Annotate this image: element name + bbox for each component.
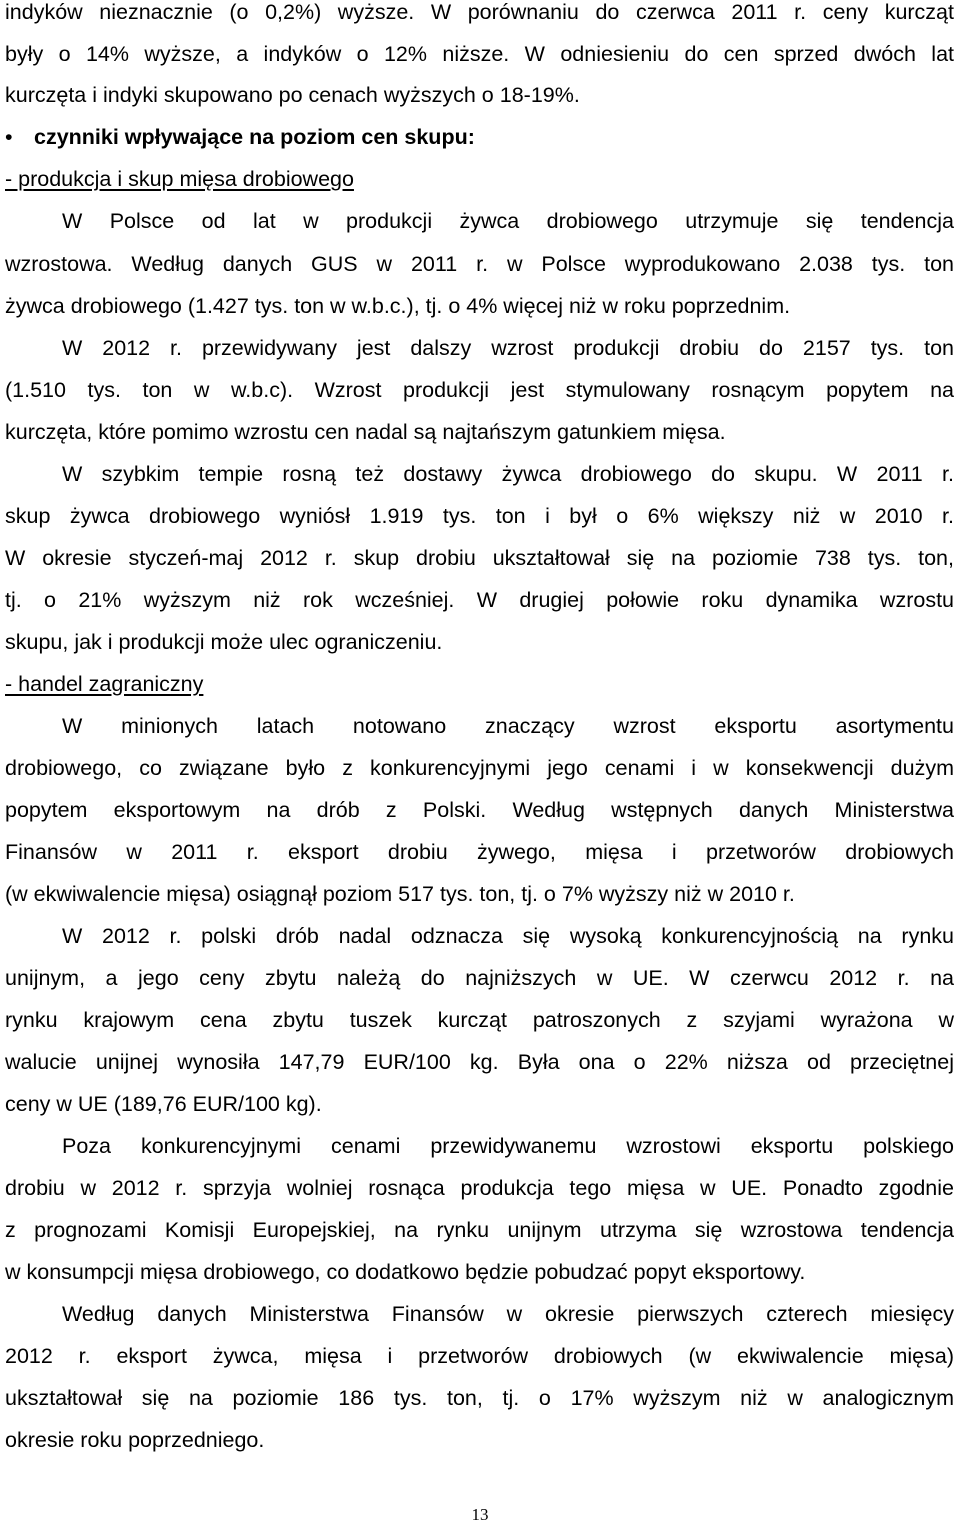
- production-line-6: kurczęta, które pomimo wzrostu cen nadal są najtańszym gatunkiem mięsa.: [5, 420, 726, 444]
- trade-line-1: W minionych latach notowano znaczący wzrost eksportu asortymentu: [62, 714, 954, 738]
- trade-line-2: drobiowego, co związane było z konkurencyjnymi jego cenami i w konsekwencji dużym: [5, 756, 954, 780]
- trade-line-12: drobiu w 2012 r. sprzyja wolniej rosnąca produkcja tego mięsa w UE. Ponadto zgodnie: [5, 1176, 954, 1200]
- trade-line-17: ukształtował się na poziomie 186 tys. ton, tj. o 17% wyższym niż w analogicznym: [5, 1386, 954, 1410]
- section-heading-trade: - handel zagraniczny: [5, 672, 204, 696]
- intro-line-1: indyków nieznacznie (o 0,2%) wyższe. W porównaniu do czerwca 2011 r. ceny kurcząt: [5, 0, 954, 24]
- trade-line-16: 2012 r. eksport żywca, mięsa i przetworów drobiowych (w ekwiwalencie mięsa): [5, 1344, 954, 1368]
- production-line-1: W Polsce od lat w produkcji żywca drobiowego utrzymuje się tendencja: [62, 209, 954, 233]
- production-line-11: skupu, jak i produkcji może ulec ograniczeniu.: [5, 630, 443, 654]
- trade-line-11: Poza konkurencyjnymi cenami przewidywanemu wzrostowi eksportu polskiego: [62, 1134, 954, 1158]
- trade-line-15: Według danych Ministerstwa Finansów w okresie pierwszych czterech miesięcy: [62, 1302, 954, 1326]
- trade-line-6: W 2012 r. polski drób nadal odznacza się wysoką konkurencyjnością na rynku: [62, 924, 954, 948]
- trade-line-10: ceny w UE (189,76 EUR/100 kg).: [5, 1092, 322, 1116]
- trade-line-4: Finansów w 2011 r. eksport drobiu żywego, mięsa i przetworów drobiowych: [5, 840, 954, 864]
- trade-line-13: z prognozami Komisji Europejskiej, na rynku unijnym utrzyma się wzrostowa tendencja: [5, 1218, 954, 1242]
- bullet-heading: czynniki wpływające na poziom cen skupu:: [34, 125, 475, 149]
- bullet-icon: •: [5, 125, 13, 149]
- production-line-2: wzrostowa. Według danych GUS w 2011 r. w Polsce wyprodukowano 2.038 tys. ton: [5, 252, 954, 276]
- production-line-3: żywca drobiowego (1.427 tys. ton w w.b.c.), tj. o 4% więcej niż w roku poprzednim.: [5, 294, 791, 318]
- production-line-5: (1.510 tys. ton w w.b.c). Wzrost produkcji jest stymulowany rosnącym popytem na: [5, 378, 954, 402]
- trade-line-7: unijnym, a jego ceny zbytu należą do najniższych w UE. W czerwcu 2012 r. na: [5, 966, 954, 990]
- production-line-8: skup żywca drobiowego wyniósł 1.919 tys. ton i był o 6% większy niż w 2010 r.: [5, 504, 954, 528]
- production-line-9: W okresie styczeń-maj 2012 r. skup drobiu ukształtował się na poziomie 738 tys. ton,: [5, 546, 954, 570]
- trade-line-14: w konsumpcji mięsa drobiowego, co dodatkowo będzie pobudzać popyt eksportowy.: [5, 1260, 806, 1284]
- production-line-4: W 2012 r. przewidywany jest dalszy wzrost produkcji drobiu do 2157 tys. ton: [62, 336, 954, 360]
- trade-line-18: okresie roku poprzedniego.: [5, 1428, 265, 1452]
- trade-line-5: (w ekwiwalencie mięsa) osiągnął poziom 517 tys. ton, tj. o 7% wyższy niż w 2010 r.: [5, 882, 795, 906]
- trade-line-3: popytem eksportowym na drób z Polski. Według wstępnych danych Ministerstwa: [5, 798, 954, 822]
- production-line-7: W szybkim tempie rosną też dostawy żywca drobiowego do skupu. W 2011 r.: [62, 462, 954, 486]
- production-line-10: tj. o 21% wyższym niż rok wcześniej. W drugiej połowie roku dynamika wzrostu: [5, 588, 954, 612]
- trade-line-9: walucie unijnej wynosiła 147,79 EUR/100 kg. Była ona o 22% niższa od przeciętnej: [5, 1050, 954, 1074]
- trade-line-8: rynku krajowym cena zbytu tuszek kurcząt patroszonych z szyjami wyrażona w: [5, 1008, 954, 1032]
- intro-line-2: były o 14% wyższe, a indyków o 12% niższe. W odniesieniu do cen sprzed dwóch lat: [5, 42, 954, 66]
- section-heading-production: - produkcja i skup mięsa drobiowego: [5, 167, 354, 191]
- intro-line-3: kurczęta i indyki skupowano po cenach wyższych o 18-19%.: [5, 83, 580, 107]
- page-number: 13: [471, 1505, 489, 1524]
